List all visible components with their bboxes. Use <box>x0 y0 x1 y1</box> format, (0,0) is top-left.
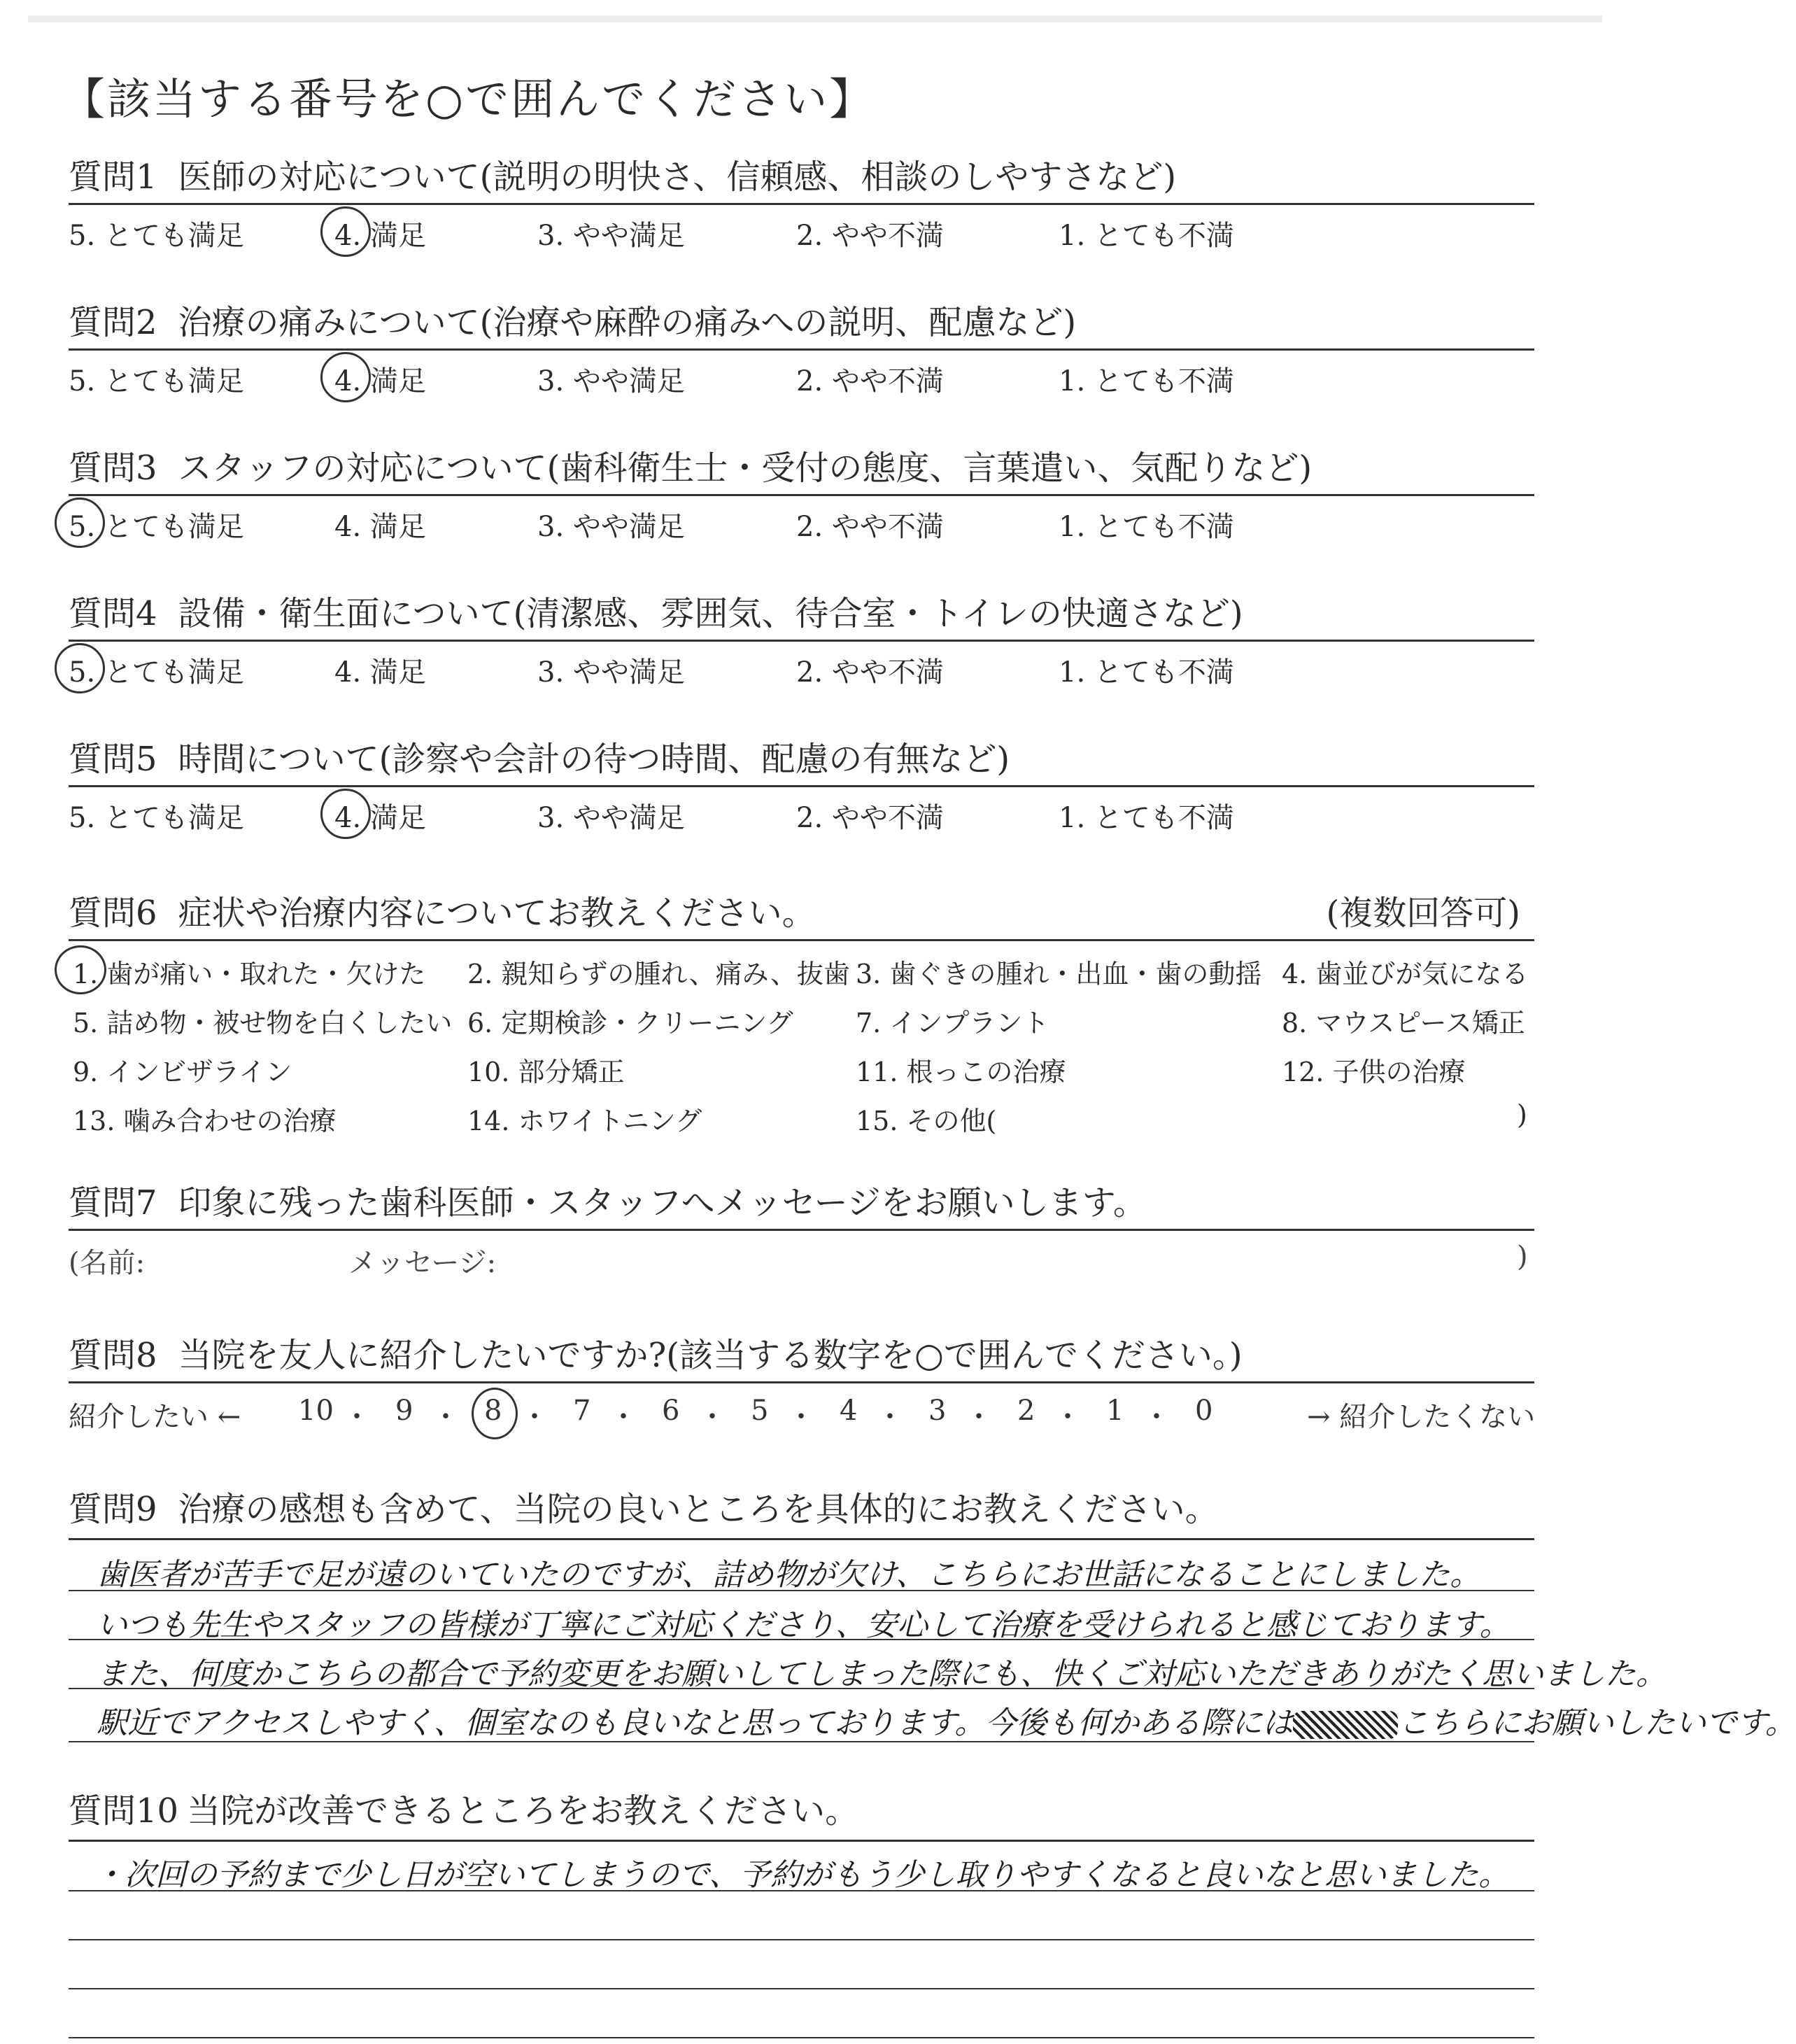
handwritten-line-4b: こちらにお願いしたいです。 <box>1398 1705 1796 1741</box>
multi-answer-note: (複数回答可) <box>1326 894 1520 933</box>
question-text: 治療の痛みについて(治療や麻酔の痛みへの説明、配慮など) <box>178 303 1077 342</box>
rating-option-3[interactable]: 3. やや満足 <box>537 220 685 252</box>
scale-separator: ・ <box>609 1401 637 1433</box>
rating-option-1[interactable]: 1. とても不満 <box>1059 365 1234 397</box>
scale-value-6[interactable]: 6 <box>662 1395 680 1427</box>
symptom-option-10[interactable]: 10. 部分矯正 <box>467 1057 625 1087</box>
rating-option-3[interactable]: 3. やや満足 <box>537 365 685 397</box>
question-2-heading <box>69 299 1534 346</box>
underline <box>69 348 1534 351</box>
page-title: 【該当する番号を○で囲んでください】 <box>62 73 875 125</box>
handwritten-line-3: また、何度かこちらの都合で予約変更をお願いしてしまった際にも、快くご対応いただきありがたく思いました。 <box>97 1656 1667 1692</box>
rating-option-2[interactable]: 2. やや不満 <box>796 802 944 834</box>
question-text: 当院を友人に紹介したいですか?(該当する数字を○で囲んでください。) <box>178 1336 1243 1375</box>
question-text: 当院が改善できるところをお教えください。 <box>187 1791 859 1831</box>
symptom-option-15[interactable]: 15. その他( <box>856 1106 997 1136</box>
question-number: 質問2 <box>69 303 157 342</box>
rating-options <box>69 356 1534 398</box>
scale-separator: ・ <box>432 1401 460 1433</box>
question-7-heading <box>69 1180 1534 1226</box>
answer-rule <box>69 1639 1534 1640</box>
rating-options <box>69 647 1534 689</box>
question-1 <box>69 154 1534 253</box>
rating-option-1[interactable]: 1. とても不満 <box>1059 802 1234 834</box>
question-number: 質問7 <box>69 1183 157 1222</box>
scale-value-3[interactable]: 3 <box>928 1395 947 1427</box>
question-5-heading <box>69 736 1534 782</box>
symptom-option-6[interactable]: 6. 定期検診・クリーニング <box>467 1008 793 1038</box>
question-number: 質問5 <box>69 740 157 779</box>
scale-separator: ・ <box>787 1401 815 1433</box>
scan-top-edge <box>28 15 1602 22</box>
underline <box>69 1381 1534 1383</box>
question-text: 印象に残った歯科医師・スタッフへメッセージをお願いします。 <box>178 1183 1147 1222</box>
rating-option-5[interactable]: 5. とても満足 <box>69 365 244 397</box>
answer-rule <box>69 1939 1534 1940</box>
scale-value-8[interactable]: 8 <box>484 1395 502 1427</box>
improvement-answer-area[interactable] <box>69 1834 1534 2044</box>
symptom-option-3[interactable]: 3. 歯ぐきの腫れ・出血・歯の動揺 <box>856 959 1262 989</box>
scale-value-5[interactable]: 5 <box>751 1395 769 1427</box>
question-number: 質問9 <box>69 1490 157 1529</box>
selected-circle-mark <box>320 789 371 839</box>
symptom-option-13[interactable]: 13. 噛み合わせの治療 <box>73 1106 337 1136</box>
question-9-heading <box>69 1486 1534 1532</box>
answer-rule <box>69 1890 1534 1891</box>
selected-circle-mark <box>320 352 371 402</box>
referral-scale <box>69 1388 1534 1437</box>
scale-separator: ・ <box>1143 1401 1171 1433</box>
question-number: 質問10 <box>69 1791 179 1831</box>
selected-circle-mark <box>55 945 106 994</box>
scale-value-1[interactable]: 1 <box>1106 1395 1124 1427</box>
rating-option-4[interactable]: 4. 満足 <box>334 802 426 834</box>
handwritten-line-1: ・次回の予約まで少し日が空いてしまうので、予約がもう少し取りやすくなると良いなと思いました。 <box>94 1857 1510 1893</box>
scale-right-label: → 紹介したくない <box>1307 1401 1536 1433</box>
symptom-option-11[interactable]: 11. 根っこの治療 <box>856 1057 1066 1087</box>
question-text: 時間について(診察や会計の待つ時間、配慮の有無など) <box>178 740 1010 779</box>
symptom-option-8[interactable]: 8. マウスピース矯正 <box>1282 1008 1525 1038</box>
scale-value-10[interactable]: 10 <box>298 1395 334 1427</box>
question-8-heading <box>69 1332 1534 1379</box>
scale-separator: ・ <box>876 1401 904 1433</box>
selected-circle-mark <box>55 498 105 548</box>
rating-option-1[interactable]: 1. とても不満 <box>1059 656 1234 689</box>
rating-option-5[interactable]: 5. とても満足 <box>69 656 244 689</box>
question-text: スタッフの対応について(歯科衛生士・受付の態度、言葉遣い、気配りなど) <box>178 449 1313 488</box>
symptom-option-14[interactable]: 14. ホワイトニング <box>467 1106 702 1136</box>
question-text: 症状や治療内容についてお教えください。 <box>178 894 816 933</box>
question-4-heading <box>69 591 1534 637</box>
rating-option-4[interactable]: 4. 満足 <box>334 511 426 543</box>
question-3-heading <box>69 445 1534 491</box>
question-text: 治療の感想も含めて、当院の良いところを具体的にお教えください。 <box>178 1490 1219 1529</box>
scale-left-label: 紹介したい ← <box>69 1401 241 1433</box>
crossed-out-scribble <box>1293 1711 1398 1739</box>
question-6 <box>69 890 1534 1151</box>
symptom-option-7[interactable]: 7. インプラント <box>856 1008 1049 1038</box>
rating-option-1[interactable]: 1. とても不満 <box>1059 220 1234 252</box>
rating-option-3[interactable]: 3. やや満足 <box>537 511 685 543</box>
scale-value-7[interactable]: 7 <box>573 1395 591 1427</box>
underline <box>69 203 1534 205</box>
scale-separator: ・ <box>343 1401 371 1433</box>
question-number: 質問6 <box>69 894 157 933</box>
rating-options <box>69 502 1534 544</box>
symptom-option-1[interactable]: 1. 歯が痛い・取れた・欠けた <box>73 959 426 989</box>
rating-option-4[interactable]: 4. 満足 <box>334 365 426 397</box>
question-1-heading <box>69 154 1534 200</box>
selected-circle-mark <box>472 1388 518 1439</box>
rating-option-1[interactable]: 1. とても不満 <box>1059 511 1234 543</box>
rating-option-5[interactable]: 5. とても満足 <box>69 802 244 834</box>
scale-value-0[interactable]: 0 <box>1195 1395 1213 1427</box>
selected-circle-mark <box>320 206 371 257</box>
answer-rule <box>69 1688 1534 1689</box>
scale-value-2[interactable]: 2 <box>1017 1395 1035 1427</box>
symptom-option-5[interactable]: 5. 詰め物・被せ物を白くしたい <box>73 1008 453 1038</box>
question-number: 質問3 <box>69 449 157 488</box>
rating-option-4[interactable]: 4. 満足 <box>334 220 426 252</box>
question-3 <box>69 445 1534 544</box>
underline <box>69 494 1534 496</box>
answer-rule <box>69 1840 1534 1842</box>
rating-option-2[interactable]: 2. やや不満 <box>796 511 944 543</box>
answer-rule <box>69 1538 1534 1540</box>
question-text: 設備・衛生面について(清潔感、雰囲気、待合室・トイレの快適さなど) <box>178 594 1243 633</box>
rating-option-4[interactable]: 4. 満足 <box>334 656 426 689</box>
underline <box>69 1229 1534 1231</box>
handwritten-line-1: 歯医者が苦手で足が遠のいていたのですが、詰め物が欠け、こちらにお世話になることにしました。 <box>97 1557 1481 1593</box>
underline <box>69 640 1534 642</box>
answer-rule <box>69 1590 1534 1591</box>
close-paren: ) <box>1517 1241 1528 1273</box>
symptom-option-4[interactable]: 4. 歯並びが気になる <box>1282 959 1529 989</box>
question-10-heading <box>69 1788 1534 1834</box>
message-field[interactable] <box>69 1236 1534 1278</box>
underline <box>69 939 1534 941</box>
question-4 <box>69 591 1534 689</box>
name-label: (名前: <box>69 1247 146 1279</box>
question-text: 医師の対応について(説明の明快さ、信頼感、相談のしやすさなど) <box>178 157 1177 197</box>
rating-option-3[interactable]: 3. やや満足 <box>537 802 685 834</box>
scale-separator: ・ <box>698 1401 726 1433</box>
rating-options <box>69 211 1534 253</box>
scale-value-4[interactable]: 4 <box>840 1395 858 1427</box>
handwritten-line-4 <box>97 1698 1796 1742</box>
scale-separator: ・ <box>965 1401 993 1433</box>
symptom-option-9[interactable]: 9. インビザライン <box>73 1057 292 1087</box>
question-6-heading <box>69 890 1534 936</box>
handwritten-line-2: いつも先生やスタッフの皆様が丁寧にご対応くださり、安心して治療を受けられると感じております。 <box>97 1607 1511 1643</box>
question-number: 質問1 <box>69 157 157 197</box>
question-10 <box>69 1788 1534 2044</box>
other-close-paren: ) <box>1517 1099 1527 1130</box>
answer-rule <box>69 1741 1534 1742</box>
rating-option-2[interactable]: 2. やや不満 <box>796 656 944 689</box>
answer-rule <box>69 2037 1534 2038</box>
underline <box>69 785 1534 787</box>
symptom-option-2[interactable]: 2. 親知らずの腫れ、痛み、抜歯 <box>467 959 850 989</box>
scale-value-9[interactable]: 9 <box>395 1395 413 1427</box>
rating-option-2[interactable]: 2. やや不満 <box>796 365 944 397</box>
rating-option-5[interactable]: 5. とても満足 <box>69 511 244 543</box>
rating-option-3[interactable]: 3. やや満足 <box>537 656 685 689</box>
selected-circle-mark <box>55 643 105 693</box>
scale-separator: ・ <box>1054 1401 1082 1433</box>
question-2 <box>69 299 1534 398</box>
message-label: メッセージ: <box>348 1247 497 1279</box>
answer-rule <box>69 1988 1534 1989</box>
scale-separator: ・ <box>521 1401 549 1433</box>
question-number: 質問4 <box>69 594 157 633</box>
handwritten-line-4a: 駅近でアクセスしやすく、個室なのも良いなと思っております。今後も何かある際には <box>97 1705 1294 1741</box>
question-5 <box>69 736 1534 835</box>
rating-option-2[interactable]: 2. やや不満 <box>796 220 944 252</box>
rating-options <box>69 793 1534 835</box>
symptom-option-12[interactable]: 12. 子供の治療 <box>1282 1057 1466 1087</box>
rating-option-5[interactable]: 5. とても満足 <box>69 220 244 252</box>
question-number: 質問8 <box>69 1336 157 1375</box>
question-7 <box>69 1180 1534 1278</box>
question-8 <box>69 1332 1534 1437</box>
symptom-options <box>69 948 1534 1151</box>
